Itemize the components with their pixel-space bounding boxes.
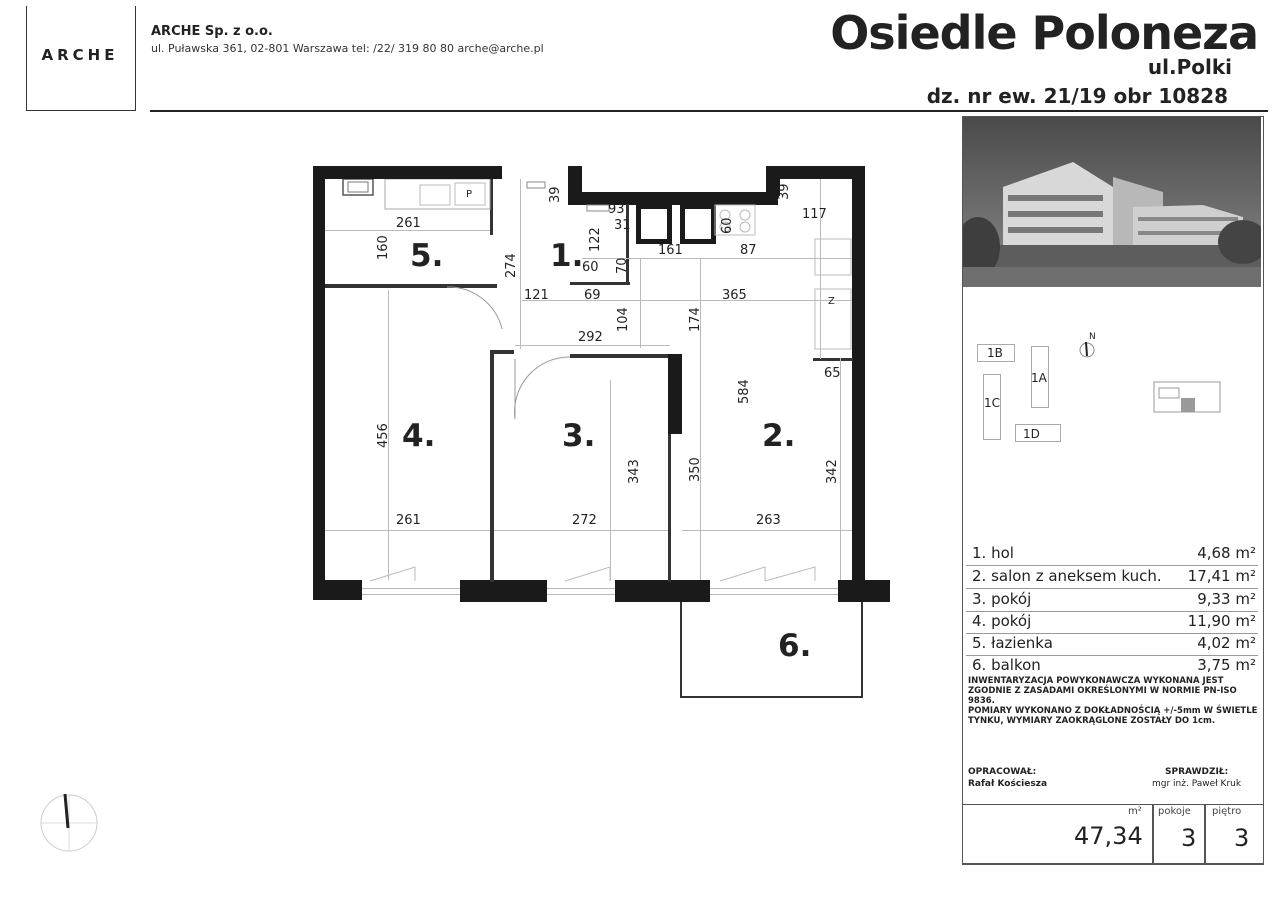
building-1b-label: 1B xyxy=(987,346,1003,360)
room-row-4-name: 4. pokój xyxy=(972,612,1032,630)
total-area: 47,34 xyxy=(1074,822,1143,850)
compass-icon xyxy=(38,792,100,854)
room-row-5-name: 5. łazienka xyxy=(972,634,1053,652)
room-row-1-area: 4,68 m² xyxy=(1197,544,1256,562)
room-row-6-name: 6. balkon xyxy=(972,656,1041,674)
north-label: N xyxy=(1089,332,1096,342)
dim-label: 121 xyxy=(524,288,549,303)
dim-label: 272 xyxy=(572,513,597,528)
dim-label: 274 xyxy=(504,253,519,278)
dim-label: 161 xyxy=(658,243,683,258)
room-5-label: 5. xyxy=(410,238,444,274)
note-accuracy: POMIARY WYKONANO Z DOKŁADNOŚCIĄ +/-5mm W ŚWIETLE TYNKU, WYMIARY ZAOKRĄGLONE ZOSTAŁY DO 1cm. xyxy=(968,706,1258,726)
dim-label: 65 xyxy=(824,366,841,381)
room-row-1-name: 1. hol xyxy=(972,544,1014,562)
floor-number: 3 xyxy=(1234,824,1250,852)
dim-label: 122 xyxy=(588,227,603,252)
checked-label: SPRAWDZIŁ: xyxy=(1165,767,1229,777)
measurement-notes xyxy=(968,676,1258,726)
dim-label: 261 xyxy=(396,216,421,231)
street-label: ul.Polki xyxy=(1147,55,1232,79)
dim-label: 117 xyxy=(802,207,827,222)
dim-label: 104 xyxy=(616,307,631,332)
fixture-label: Z xyxy=(828,296,835,307)
room-row-5-area: 4,02 m² xyxy=(1197,634,1256,652)
dim-label: 584 xyxy=(737,379,752,404)
plot-label: dz. nr ew. 21/19 obr 10828 xyxy=(926,84,1228,108)
floor-label: piętro xyxy=(1212,806,1242,817)
room-3-label: 3. xyxy=(562,418,596,454)
north-icon xyxy=(1077,340,1097,360)
dim-label: 343 xyxy=(627,459,642,484)
company-address: ul. Puławska 361, 02-801 Warszawa tel: /22/ 319 80 80 arche@arche.pl xyxy=(151,42,544,55)
dim-label: 160 xyxy=(376,235,391,260)
page-title: Osiedle Poloneza xyxy=(830,6,1258,60)
site-plan xyxy=(963,330,1261,450)
room-6-label: 6. xyxy=(778,628,812,664)
dim-label: 174 xyxy=(688,307,703,332)
room-row-2-name: 2. salon z aneksem kuch. xyxy=(972,567,1162,585)
dim-label: 263 xyxy=(756,513,781,528)
company-name: ARCHE Sp. z o.o. xyxy=(151,24,273,39)
building-1a-label: 1A xyxy=(1031,371,1047,385)
building-1c-label: 1C xyxy=(984,396,1001,410)
dim-label: 261 xyxy=(396,513,421,528)
fixture-label: P xyxy=(466,189,473,200)
dim-label: 69 xyxy=(584,288,601,303)
checked-name: mgr inż. Paweł Kruk xyxy=(1152,779,1242,789)
dim-label: 39 xyxy=(548,186,563,203)
room-row-3-area: 9,33 m² xyxy=(1197,590,1256,608)
dim-label: 87 xyxy=(740,243,757,258)
room-row-6-area: 3,75 m² xyxy=(1197,656,1256,674)
room-row-4-area: 11,90 m² xyxy=(1187,612,1256,630)
dim-label: 365 xyxy=(722,288,747,303)
dim-label: 93 xyxy=(608,202,625,217)
dim-label: 60 xyxy=(582,260,599,275)
room-2-label: 2. xyxy=(762,418,796,454)
rooms-count: 3 xyxy=(1181,824,1197,852)
dim-label: 342 xyxy=(825,459,840,484)
prepared-label: OPRACOWAŁ: xyxy=(968,767,1037,777)
room-1-label: 1. xyxy=(550,238,584,274)
area-unit-label: m² xyxy=(1128,806,1142,817)
building-render-image xyxy=(963,117,1261,287)
building-key-icon xyxy=(1153,380,1223,416)
dim-label: 292 xyxy=(578,330,603,345)
dim-label: 31 xyxy=(614,218,631,233)
dim-label: 456 xyxy=(376,423,391,448)
room-row-2-area: 17,41 m² xyxy=(1187,567,1256,585)
room-4-label: 4. xyxy=(402,418,436,454)
prepared-name: Rafał Kościesza xyxy=(968,779,1048,789)
dim-label: 39 xyxy=(777,183,792,200)
building-1d-label: 1D xyxy=(1023,427,1040,441)
arche-logo: ARCHE xyxy=(41,46,119,64)
rooms-label: pokoje xyxy=(1158,806,1191,817)
dim-label: 60 xyxy=(720,217,735,234)
note-standard: INWENTARYZACJA POWYKONAWCZA WYKONANA JEST ZGODNIE Z ZASADAMI OKREŚLONYMI W NORMIE PN-ISO 9836. xyxy=(968,676,1237,706)
room-row-3-name: 3. pokój xyxy=(972,590,1032,608)
dim-label: 70 xyxy=(615,257,630,274)
dim-label: 350 xyxy=(688,457,703,482)
